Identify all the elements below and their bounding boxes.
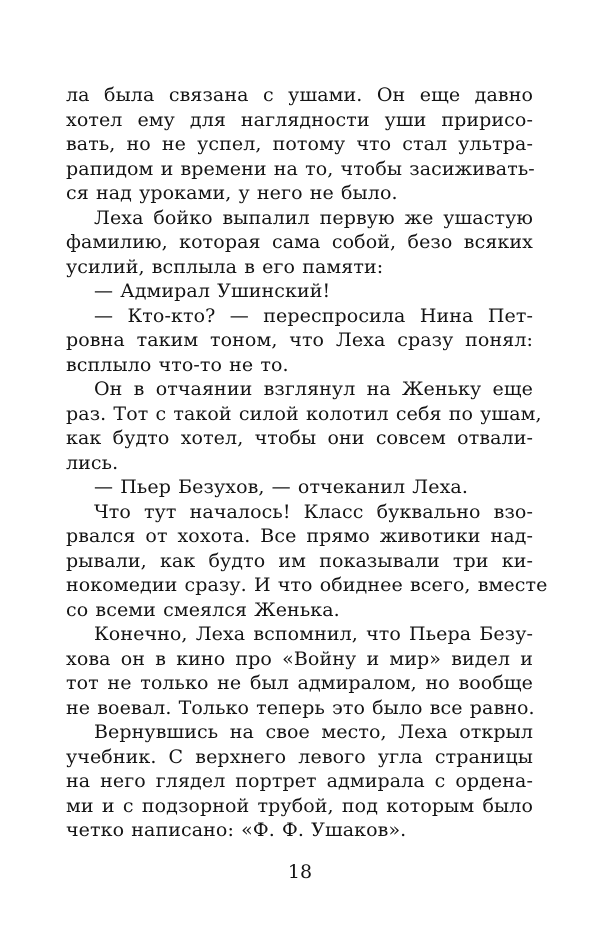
text-line: рапидом и времени на то, чтобы засиживать-: [66, 157, 535, 180]
text-line: ся над уроками, у него не было.: [66, 182, 398, 204]
text-line: рывали, как будто им показывали три ки-: [66, 549, 533, 572]
book-page-text: [66, 83, 548, 843]
text-line: Что тут началось! Класс буквально взо-: [94, 500, 533, 523]
dialogue-paragraph: [66, 279, 533, 304]
paragraph: [66, 206, 533, 280]
text-line: хова он в кино про «Войну и мир» видел и: [66, 647, 533, 670]
text-line: — Адмирал Ушинский!: [94, 280, 331, 302]
page-number: 18: [287, 861, 313, 883]
paragraph: [66, 83, 533, 206]
dialogue-paragraph: [66, 304, 533, 378]
paragraph: [66, 377, 542, 475]
text-line: на него глядел портрет адмирала с ордена-: [66, 770, 533, 792]
text-line: — Кто-кто? — переспросила Нина Пет-: [94, 304, 533, 327]
text-line: ми и с подзорной трубой, под которым было: [66, 794, 533, 817]
text-line: всплыло что-то не то.: [66, 353, 289, 376]
text-line: Вернувшись на свое место, Леха открыл: [94, 721, 533, 743]
text-line: ровна таким тоном, что Леха сразу понял:: [66, 329, 533, 351]
text-line: ла была связана с ушами. Он еще давно: [66, 84, 533, 106]
text-line: не воевал. Только теперь это было все равно.: [66, 696, 535, 719]
text-line: вать, но не успел, потому что стал ультра-: [66, 133, 533, 155]
text-line: лись.: [66, 451, 119, 474]
text-line: фамилию, которая сама собой, безо всяких: [66, 231, 533, 253]
text-line: Конечно, Леха вспомнил, что Пьера Безу-: [94, 623, 533, 645]
text-line: Он в отчаянии взглянул на Женьку еще: [94, 378, 533, 400]
text-line: со всеми смеялся Женька.: [66, 598, 340, 621]
dialogue-paragraph: [66, 475, 533, 500]
text-line: рвался от хохота. Все прямо животики над-: [66, 525, 533, 547]
text-line: раз. Тот с такой силой колотил себя по ушам,: [66, 402, 542, 425]
text-line: учебник. С верхнего левого угла страницы: [66, 745, 533, 768]
text-line: как будто хотел, чтобы они совсем отвали-: [66, 427, 533, 449]
text-line: усилий, всплыла в его памяти:: [66, 255, 384, 278]
text-line: нокомедии сразу. И что обиднее всего, вместе: [66, 574, 548, 596]
paragraph: [66, 720, 533, 843]
text-line: Леха бойко выпалил первую же ушастую: [94, 206, 533, 229]
paragraph: [66, 622, 533, 720]
text-line: — Пьер Безухов, — отчеканил Леха.: [94, 476, 468, 498]
text-line: тот не только не был адмиралом, но вообще: [66, 672, 533, 694]
text-line: хотел ему для наглядности уши пририсо-: [66, 108, 533, 131]
paragraph: [66, 500, 548, 623]
text-line: четко написано: «Ф. Ф. Ушаков».: [66, 819, 407, 841]
